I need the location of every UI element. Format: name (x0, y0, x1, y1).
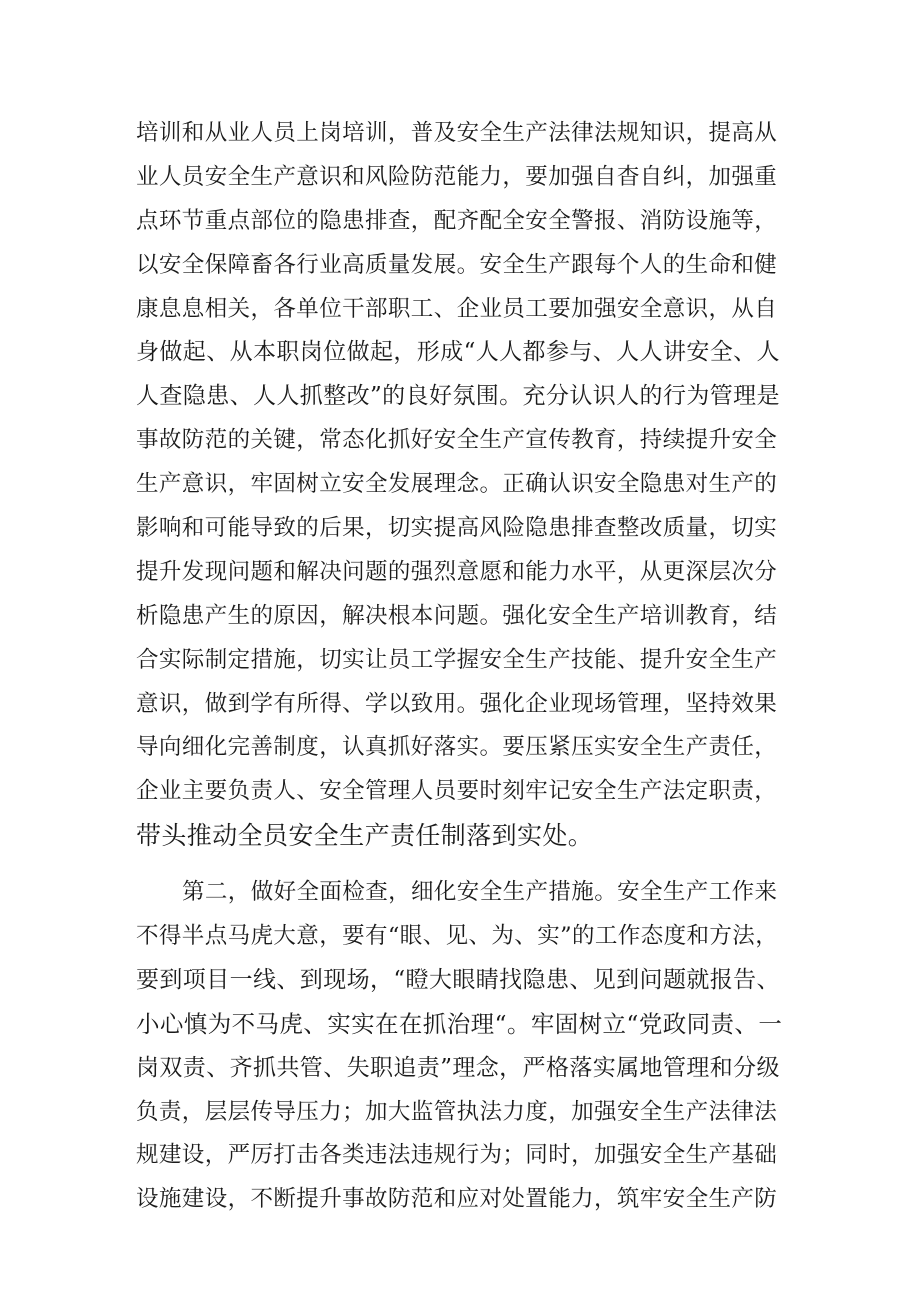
text-line: 生产意识，牢固树立安全发展理念。正确认识安全隐患对生产的 (136, 471, 778, 498)
text-line: 不得半点马虎大意，要有“眼、见、为、实”的工作态度和方法， (136, 923, 779, 950)
text-line: 身做起、从本职岗位做起，形成“人人都参与、人人讲安全、人 (136, 339, 780, 366)
text-line: 业人员安全生产意识和风险防范能力，要加强自杳自纠，加强重 (136, 163, 778, 190)
text-line: 岗双责、齐抓共管、失职追责”理念，严格落实属地管理和分级 (136, 1054, 780, 1081)
document-body (136, 112, 786, 1222)
paragraph-continued (136, 112, 786, 858)
text-line: 以安全保障畜各行业高质量发展。安全生产跟每个人的生命和健 (136, 251, 778, 278)
text-line: 康息息相关，各单位干部职工、企业员工要加强安全意识，从自 (136, 295, 778, 322)
text-line: 析隐患产生的原因，解决根本问题。强化安全生产培训教育，结 (136, 602, 778, 629)
text-line: 企业主要负责人、安全管理人员要时刻牢记安全生产法定职责， (136, 778, 778, 805)
text-line: 培训和从业人员上岗培训，普及安全生产法律法规知识，提高从 (136, 120, 778, 146)
paragraph-spacer (136, 858, 786, 871)
text-line: 负责，层层传导压力；加大监管执法力度，加强安全生产法律法 (136, 1098, 778, 1125)
text-line: 事故防范的关键，常态化抓好安全生产宣传教育，持续提升安全 (136, 427, 778, 454)
text-line: 要到项目一线、到现场，“瞪大眼睛找隐患、见到问题就报告、 (136, 966, 780, 993)
text-line: 合实际制定措施，切实让员工学握安全生产技能、提升安全生产 (136, 646, 778, 673)
text-line: 点环节重点部位的隐患排查，配齐配全安全警报、消防设施等， (136, 207, 778, 234)
text-line: 带头推动全员安全生产责任制落到实处。 (136, 821, 594, 851)
text-line: 导向细化完善制度，认真抓好落实。要压紧压实安全生产责任， (136, 734, 778, 761)
text-line-first-indented: 第二，做好全面检查，细化安全生产措施。安全生产工作来 (182, 879, 778, 906)
text-line: 小心慎为不马虎、实实在在抓治理“。牢固树立“党政同责、一 (136, 1009, 783, 1038)
text-line: 规建设，严厉打击各类违法违规行为；同时，加强安全生产基础 (136, 1142, 778, 1169)
text-line: 影响和可能导致的后果，切实提高风险隐患排查整改质量，切实 (136, 515, 778, 542)
text-line: 人查隐患、人人抓整改”的良好氛围。充分认识人的行为管理是 (136, 383, 780, 410)
text-line: 提升发现问题和解决问题的强烈意愿和能力水平，从更深层次分 (136, 558, 778, 585)
paragraph-second-point (136, 871, 786, 1222)
text-line: 意识，做到学有所得、学以致用。强化企业现场管理，坚持效果 (136, 690, 778, 717)
text-line: 设施建设，不断提升事故防范和应对处置能力，筑牢安全生产防 (136, 1186, 778, 1213)
